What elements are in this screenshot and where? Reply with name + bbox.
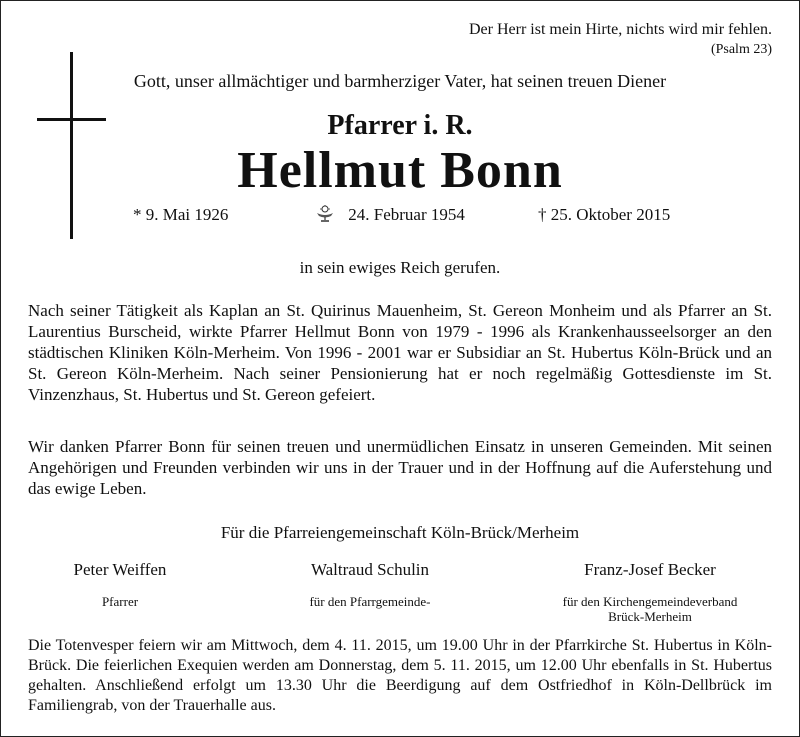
- motto-reference: (Psalm 23): [710, 42, 772, 57]
- ordination-date: 24. Februar 1954: [348, 205, 465, 224]
- deceased-name: Hellmut Bonn: [237, 142, 563, 199]
- signature-block: [290, 560, 450, 609]
- clergy-title: Pfarrer i. R.: [327, 110, 473, 141]
- called-text: in sein ewiges Reich gerufen.: [299, 258, 501, 277]
- signer-name: Peter Weiffen: [73, 560, 167, 579]
- ordination-date-row: [314, 205, 465, 228]
- signer-role-line: für den Kirchengemeindeverband: [562, 594, 738, 609]
- signer-role: für den Pfarrgemeinde-: [309, 594, 431, 609]
- signature-block: [40, 560, 200, 609]
- career-paragraph: Nach seiner Tätigkeit als Kaplan an St. Quirinus Mauenheim, St. Gereon Monheim und als Pfarrer an St. Laurentius Burscheid, wirkte Pfarrer Hellmut Bonn von 1979 - 1996 als Krankenhausseelsorger an den städtischen Kliniken Köln-Merheim. Von 1996 - 2001 war er Subsidiar an St. Hubertus Köln-Brück und an St. Gereon Köln-Merheim. Nach seiner Pensionierung hat er noch regelmäßig Gottesdienste im St. Vinzenzhaus, St. Hubertus und St. Gereon gefeiert.: [28, 301, 772, 404]
- thanks-paragraph: Wir danken Pfarrer Bonn für seinen treuen und unermüdlichen Einsatz in unseren Gemeinden. Mit seinen Angehörigen und Freunden verbinden wir uns in der Trauer und in der Hoffnung auf die Auferstehung und das ewige Leben.: [28, 437, 772, 498]
- intro-text: Gott, unser allmächtiger und barmherziger Vater, hat seinen treuen Diener: [133, 71, 667, 91]
- signer-name: Waltraud Schulin: [310, 560, 430, 579]
- signer-role-line: Brück-Merheim: [608, 609, 692, 624]
- signature-header: Für die Pfarreiengemeinschaft Köln-Brück/Merheim: [220, 523, 580, 542]
- funeral-paragraph: Die Totenvesper feiern wir am Mittwoch, dem 4. 11. 2015, um 19.00 Uhr in der Pfarrkirche St. Hubertus in Köln-Brück. Die feierlichen Exequien werden am Donnerstag, dem 5. 11. 2015, um 12.00 Uhr ebenfalls in St. Hubertus gehalten. Anschließend erfolgt um 13.30 Uhr die Beerdigung auf dem Ostfriedhof in Köln-Dellbrück im Familiengrab, von der Trauerhalle aus.: [28, 637, 772, 714]
- birth-date: * 9. Mai 1926: [133, 205, 229, 224]
- signer-role: Pfarrer: [101, 594, 139, 609]
- signature-block: [530, 560, 770, 624]
- signer-name: Franz-Josef Becker: [584, 560, 716, 579]
- signer-role: [530, 594, 770, 624]
- motto-line: Der Herr ist mein Hirte, nichts wird mir fehlen.: [468, 21, 772, 38]
- chalice-host-icon: [314, 205, 336, 228]
- bible-motto: [469, 20, 772, 60]
- death-date: † 25. Oktober 2015: [538, 205, 671, 224]
